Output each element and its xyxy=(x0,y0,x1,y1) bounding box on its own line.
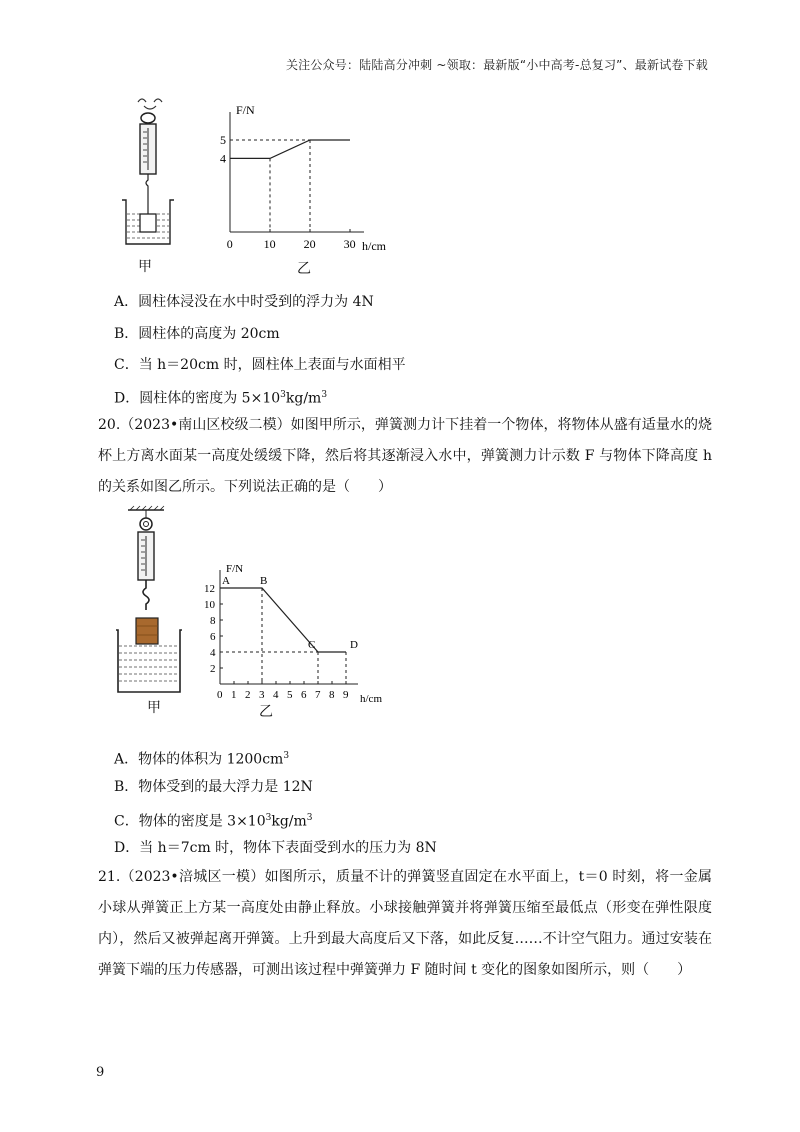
option-sup: 3 xyxy=(280,390,286,400)
option-label: A． xyxy=(114,294,139,310)
y-axis-label: F/N xyxy=(236,103,255,117)
page-number: 9 xyxy=(96,1065,105,1080)
option-text: 圆柱体浸没在水中时受到的浮力为 4N xyxy=(138,294,374,310)
q20-option-c xyxy=(114,808,313,832)
y-tick-label: 6 xyxy=(210,631,216,643)
point-label: B xyxy=(260,575,268,587)
question-number: 21. xyxy=(98,869,121,885)
option-text: 当 h＝7cm 时，物体下表面受到水的压力为 8N xyxy=(139,840,437,856)
option-sup: 3 xyxy=(265,813,272,823)
q20-figure-jia xyxy=(112,506,192,696)
q19-chart xyxy=(212,102,392,262)
q20-option-a xyxy=(114,746,289,770)
option-text: 物体的密度是 3×10 xyxy=(138,813,266,830)
option-text: 当 h＝20cm 时，圆柱体上表面与水面相平 xyxy=(138,357,406,373)
y-tick-label: 2 xyxy=(210,663,216,675)
option-sup2: 3 xyxy=(321,390,328,400)
y-tick-label: 4 xyxy=(220,151,226,166)
option-sup: 3 xyxy=(283,751,290,761)
q19-option-d xyxy=(114,385,327,409)
x-axis-label: h/cm xyxy=(360,693,382,705)
q20-caption-jia: 甲 xyxy=(147,700,161,716)
x-tick-label: 0 xyxy=(226,237,233,251)
point-label: C xyxy=(308,639,316,651)
x-axis-label: h/cm xyxy=(362,239,386,253)
q20-caption-yi: 乙 xyxy=(259,704,273,720)
option-label: D． xyxy=(114,840,140,856)
q20-option-d xyxy=(114,838,437,858)
x-tick-label: 7 xyxy=(315,689,321,701)
option-text: 物体的体积为 1200cm xyxy=(138,751,284,768)
option-label: C． xyxy=(114,813,139,830)
option-unit: kg/m xyxy=(285,390,322,407)
x-tick-label: 8 xyxy=(329,689,335,701)
option-text: 物体受到的最大浮力是 12N xyxy=(138,779,313,795)
option-label: B． xyxy=(114,779,139,795)
x-tick-label: 0 xyxy=(217,689,223,701)
x-tick-label: 5 xyxy=(287,689,293,701)
x-tick-label: 30 xyxy=(343,237,356,251)
y-tick-label: 4 xyxy=(210,647,216,659)
data-line xyxy=(230,140,350,158)
y-tick-label: 10 xyxy=(204,599,215,611)
option-text: 圆柱体的密度为 5×10 xyxy=(139,390,281,407)
x-tick-label: 6 xyxy=(301,689,307,701)
q20-stem xyxy=(98,410,712,503)
option-label: A． xyxy=(114,751,139,768)
spring-scale-beaker-drawing xyxy=(116,96,186,256)
x-tick-label: 2 xyxy=(245,689,251,701)
q19-figure-jia xyxy=(116,96,186,256)
y-axis-label: F/N xyxy=(226,563,244,575)
q20-option-b xyxy=(114,777,313,797)
q19-option-b xyxy=(114,324,280,344)
x-tick-label: 4 xyxy=(273,689,279,701)
x-tick-label: 9 xyxy=(343,689,349,701)
q20-chart xyxy=(196,558,386,705)
question-text: （2023•涪城区一模）如图所示，质量不计的弹簧竖直固定在水平面上，t＝0 时刻，将一金属小球从弹簧正上方某一高度处由静止释放。小球接触弹簧并将弹簧压缩至最低点（形变在弹性限度内），然后又被弹起离开弹簧。上升到最大高度后又下落，如此反复……不计空气阻力。通过安装在弹簧下端的压力传感器，可测出该过程中弹簧弹力 F 随时间 t 变化的图象如图所示，则（ ） xyxy=(98,869,712,978)
y-tick-label: 5 xyxy=(220,133,226,147)
spring-scale-beaker-drawing xyxy=(112,506,192,696)
x-tick-label: 20 xyxy=(303,237,316,251)
q19-caption-yi: 乙 xyxy=(297,261,311,277)
x-tick-label: 1 xyxy=(231,689,237,701)
option-unit: kg/m xyxy=(271,813,307,830)
option-label: C． xyxy=(114,357,139,373)
option-label: B． xyxy=(114,326,139,342)
q19-figure-yi xyxy=(212,102,392,262)
option-text: 圆柱体的高度为 20cm xyxy=(138,326,280,342)
question-number: 20. xyxy=(98,417,121,433)
x-tick-label: 3 xyxy=(259,689,265,701)
y-tick-label: 12 xyxy=(204,583,215,595)
option-label: D． xyxy=(114,390,140,407)
y-tick-label: 8 xyxy=(210,615,216,627)
question-text: （2023•南山区校级二模）如图甲所示，弹簧测力计下挂着一个物体，将物体从盛有适量水的烧杯上方离水面某一高度处缓缓下降，然后将其逐渐浸入水中，弹簧测力计示数 F 与物体下降高度 h 的关系如图乙所示。下列说法正确的是（ ） xyxy=(98,417,712,495)
q20-figure-yi xyxy=(196,558,386,705)
x-tick-label: 10 xyxy=(263,237,276,251)
option-sup2: 3 xyxy=(306,813,313,823)
q21-stem xyxy=(98,862,712,986)
point-label: D xyxy=(350,639,358,651)
data-line xyxy=(220,588,346,652)
point-label: A xyxy=(222,575,230,587)
q19-option-c xyxy=(114,355,406,375)
page-header: 关注公众号：陆陆高分冲刺 ~领取：最新版“小中高考-总复习”、最新试卷下载 xyxy=(285,58,708,72)
q19-caption-jia: 甲 xyxy=(138,259,152,275)
q19-option-a xyxy=(114,292,374,312)
